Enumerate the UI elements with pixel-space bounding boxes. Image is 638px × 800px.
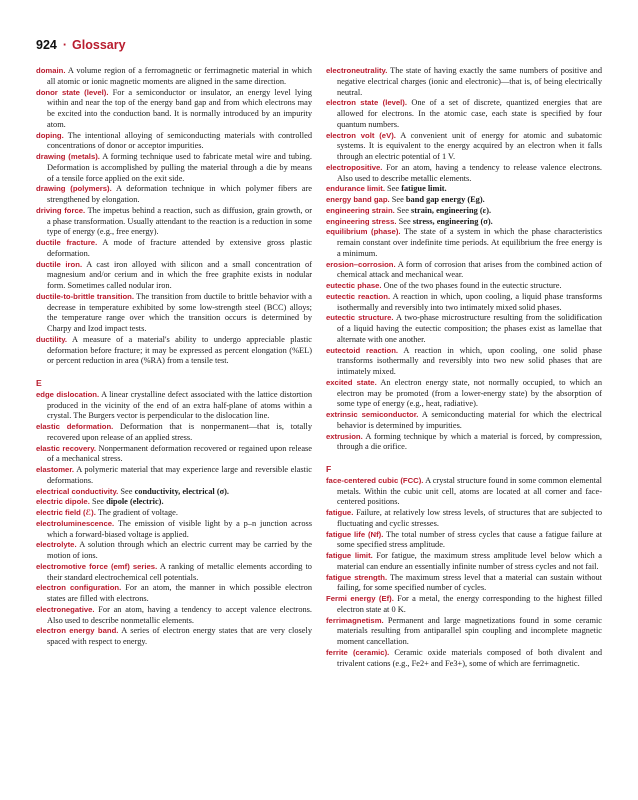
- glossary-entry: [36, 184, 312, 206]
- glossary-entry: [36, 335, 312, 367]
- glossary-definition: A form of corrosion that arises from the combined action of chemical attack and mechanical wear.: [337, 259, 602, 280]
- glossary-entry: [36, 444, 312, 466]
- glossary-definition: For an atom, having a tendency to release valence electrons. Also used to describe metallic elements.: [337, 162, 602, 183]
- glossary-definition: The state of a system in which the phase characteristics remain constant over indefinite time periods. At equilibrium the free energy is a minimum.: [337, 227, 603, 258]
- glossary-term: electron state (level).: [326, 98, 407, 108]
- glossary-term: drawing (metals).: [36, 152, 100, 161]
- glossary-term: excited state.: [326, 377, 377, 387]
- glossary-term: ductile-to-brittle transition.: [36, 291, 134, 301]
- glossary-term: erosion–corrosion.: [326, 259, 396, 269]
- glossary-entry: [326, 508, 602, 530]
- glossary-term: elastic deformation.: [36, 422, 114, 431]
- glossary-entry: [36, 626, 312, 648]
- glossary-entry: [326, 131, 602, 163]
- glossary-entry: [36, 562, 312, 584]
- glossary-entry: [326, 206, 602, 217]
- glossary-entry: [326, 410, 602, 432]
- glossary-entry: [326, 260, 602, 282]
- glossary-definition: A volume region of a ferromagnetic or ferrimagnetic material in which all atomic or ionic magnetic moments are aligned in the same direction.: [47, 66, 312, 86]
- glossary-definition: A two-phase microstructure resulting from the solidification of a liquid having the eutectic composition; the phases exist as lamellae that alternate with one another.: [337, 313, 602, 344]
- glossary-term: ductility.: [36, 334, 68, 344]
- glossary-entry: [36, 583, 312, 605]
- glossary-term: domain.: [36, 66, 66, 75]
- glossary-term: elastomer.: [36, 465, 75, 474]
- glossary-definition: The transition from ductile to brittle behavior with a decrease in temperature exhibited by some low-strength steel (BCC) alloys; the temperature range over which the transition occurs is determined by Charpy and Izod impact tests.: [47, 291, 312, 333]
- glossary-entry: [36, 465, 312, 487]
- section-letter: F: [326, 464, 332, 474]
- glossary-definition: The intentional alloying of semiconducting materials with controlled concentrations of donor or acceptor impurities.: [47, 130, 312, 151]
- glossary-definition: A cast iron alloyed with silicon and a small concentration of magnesium and/or cerium and in which the free graphite exists in nodular form. Sometimes called nodular iron.: [47, 259, 312, 290]
- glossary-term: fatigue life (Nf).: [326, 529, 384, 539]
- glossary-entry: [36, 88, 312, 131]
- glossary-term: drawing (polymers).: [36, 184, 112, 194]
- see-reference: stress, engineering (σ).: [412, 216, 493, 226]
- glossary-definition: See: [396, 205, 409, 215]
- glossary-entry: [36, 152, 312, 184]
- glossary-definition: The impetus behind a reaction, such as diffusion, grain growth, or a phase transformation. Usually attendant to the reaction is a reduction in some type of energy (e.g., free energy).: [47, 205, 312, 237]
- glossary-entry: [36, 66, 312, 88]
- glossary-entry: [326, 66, 602, 98]
- glossary-definition: See: [120, 486, 133, 496]
- glossary-definition: A series of electron energy states that are very closely spaced with respect to energy.: [47, 626, 312, 646]
- glossary-term: eutectic phase.: [326, 281, 382, 290]
- glossary-definition: A convenient unit of energy for atomic and subatomic systems. It is equivalent to the energy acquired by an electron when it falls through an electric potential of 1 V.: [337, 130, 602, 161]
- glossary-entry: [326, 217, 602, 228]
- see-reference: fatigue limit.: [401, 184, 447, 194]
- glossary-term: ductile fracture.: [36, 238, 98, 247]
- section-letter: E: [36, 378, 42, 388]
- glossary-definition: A deformation technique in which polymer fibers are strengthened by elongation.: [47, 184, 312, 204]
- glossary-term: eutectic reaction.: [326, 291, 391, 301]
- glossary-definition: The total number of stress cycles that cause a fatigue failure at some specified stress amplitude.: [337, 529, 602, 550]
- glossary-entry: [36, 497, 312, 508]
- glossary-entry: [326, 98, 602, 130]
- see-reference: conductivity, electrical (σ).: [134, 486, 230, 496]
- glossary-definition: A ranking of metallic elements according to their standard electrochemical cell potentials.: [47, 561, 312, 582]
- glossary-term: electron volt (eV).: [326, 130, 396, 140]
- glossary-definition: See: [391, 195, 404, 204]
- glossary-term: electric field (ℰ).: [36, 508, 96, 517]
- see-reference: strain, engineering (ε).: [411, 205, 492, 215]
- glossary-term: electric dipole.: [36, 497, 90, 507]
- glossary-term: electroneutrality.: [326, 66, 388, 75]
- glossary-term: electropositive.: [326, 162, 383, 172]
- glossary-definition: A measure of a material's ability to undergo appreciable plastic deformation before fracture; it may be expressed as percent elongation (%EL) or percent reduction in area (%RA) from a tensile test.: [47, 334, 312, 366]
- glossary-term: ductile iron.: [36, 259, 83, 269]
- glossary-definition: A reaction in which, upon cooling, a liquid phase transforms isothermally and reversibly into two intimately mixed solid phases.: [337, 291, 602, 312]
- glossary-term: electroluminescence.: [36, 518, 115, 528]
- glossary-entry: [326, 313, 602, 345]
- glossary-term: engineering stress.: [326, 216, 397, 226]
- glossary-definition: For an atom, the manner in which possible electron states are filled with electrons.: [47, 583, 312, 603]
- glossary-term: electrolyte.: [36, 540, 77, 550]
- glossary-entry: [326, 163, 602, 185]
- page-header: [36, 38, 126, 52]
- glossary-entry: [326, 530, 602, 552]
- glossary-definition: For an atom, having a tendency to accept valence electrons. Also used to describe nonmetallic elements.: [47, 604, 312, 625]
- glossary-definition: Ceramic oxide materials composed of both divalent and trivalent cations (e.g., Fe2+ and Fe3+), some of which are ferrimagnetic.: [337, 647, 602, 668]
- glossary-definition: See: [91, 497, 104, 507]
- page-number: 924: [36, 38, 57, 52]
- glossary-term: equilibrium (phase).: [326, 227, 401, 237]
- glossary-definition: For a semiconductor or insulator, an energy level lying within and near the top of the energy band gap and from which electrons may be excited into the conduction band. It is normally introduced by an impurity atom.: [47, 87, 312, 129]
- glossary-term: electron energy band.: [36, 626, 119, 636]
- glossary-definition: One of a set of discrete, quantized energies that are allowed for electrons. In the atomic case, each state is specified by four quantum numbers.: [337, 98, 602, 129]
- section-title: Glossary: [72, 38, 126, 52]
- glossary-entry: [326, 227, 602, 259]
- glossary-definition: For a metal, the energy corresponding to the highest filled electron state at 0 K.: [337, 594, 602, 614]
- glossary-definition: A linear crystalline defect associated with the lattice distortion produced in the vicinity of the end of an extra half-plane of atoms within a crystal. The Burgers vector is perpendicular to the dislocation line.: [47, 389, 313, 421]
- glossary-entry: [36, 131, 312, 153]
- glossary-entry: [326, 184, 602, 195]
- glossary-term: energy band gap.: [326, 195, 390, 204]
- glossary-definition: The gradient of voltage.: [97, 508, 178, 517]
- glossary-definition: Failure, at relatively low stress levels, of structures that are subjected to fluctuating and cyclic stresses.: [337, 508, 602, 528]
- see-reference: band gap energy (Eg).: [405, 195, 485, 204]
- glossary-entry: [326, 292, 602, 314]
- glossary-definition: A forming technique used to fabricate metal wire and tubing. Deformation is accomplished by pulling the material through a die by means of a tensile force applied on the exit side.: [47, 152, 312, 183]
- glossary-term: extrinsic semiconductor.: [326, 410, 419, 419]
- glossary-term: electromotive force (emf) series.: [36, 561, 158, 571]
- glossary-definition: A crystal structure found in some common elemental metals. Within the cubic unit cell, atoms are located at all corner and face-centered positions.: [337, 475, 602, 507]
- glossary-entry: [326, 346, 602, 378]
- glossary-term: driving force.: [36, 205, 86, 215]
- glossary-entry: [326, 648, 602, 670]
- glossary-term: engineering strain.: [326, 205, 395, 215]
- glossary-entry: [36, 519, 312, 541]
- glossary-entry: [326, 594, 602, 616]
- right-column: [326, 66, 602, 669]
- glossary-entry: [326, 616, 602, 648]
- glossary-entry: [36, 422, 312, 444]
- glossary-definition: A solution through which an electric current may be carried by the motion of ions.: [47, 540, 312, 560]
- see-reference: dipole (electric).: [106, 497, 164, 507]
- glossary-definition: A reaction in which, upon cooling, one solid phase transforms isothermally and reversibly into two new solid phases that are intimately mixed.: [337, 345, 602, 376]
- glossary-entry: [36, 508, 312, 519]
- glossary-term: face-centered cubic (FCC).: [326, 475, 424, 485]
- glossary-term: elastic recovery.: [36, 443, 97, 453]
- glossary-term: ferrite (ceramic).: [326, 647, 390, 657]
- glossary-term: eutectoid reaction.: [326, 345, 399, 355]
- glossary-term: ferrimagnetism.: [326, 615, 384, 625]
- glossary-entry: [326, 281, 602, 292]
- glossary-entry: [36, 540, 312, 562]
- glossary-definition: The emission of visible light by a p–n junction across which a forward-biased voltage is applied.: [47, 518, 312, 539]
- glossary-entry: [36, 292, 312, 335]
- glossary-entry: [36, 238, 312, 260]
- glossary-definition: For fatigue, the maximum stress amplitude level below which a material can endure an essentially infinite number of stress cycles and not fail.: [337, 551, 602, 571]
- glossary-entry: [36, 390, 312, 422]
- glossary-term: extrusion.: [326, 431, 363, 441]
- glossary-term: electronegative.: [36, 604, 95, 614]
- glossary-entry: [36, 605, 312, 627]
- glossary-entry: [326, 432, 602, 454]
- glossary-definition: A semiconducting material for which the electrical behavior is determined by impurities.: [337, 410, 602, 430]
- glossary-entry: [36, 206, 312, 238]
- glossary-definition: Nonpermanent deformation recovered or regained upon release of a mechanical stress.: [47, 443, 312, 464]
- glossary-entry: [36, 260, 312, 292]
- glossary-term: electron configuration.: [36, 583, 122, 593]
- glossary-term: fatigue.: [326, 508, 354, 517]
- glossary-term: doping.: [36, 130, 64, 140]
- glossary-entry: [326, 573, 602, 595]
- glossary-term: endurance limit.: [326, 184, 385, 194]
- glossary-definition: The state of having exactly the same numbers of positive and negative electrical charges (ionic and electronic)—that is, of being electrically neutral.: [337, 66, 602, 97]
- glossary-entry: [326, 195, 602, 206]
- glossary-entry: [326, 378, 602, 410]
- glossary-definition: See: [387, 184, 400, 194]
- glossary-term: fatigue limit.: [326, 551, 373, 560]
- glossary-term: fatigue strength.: [326, 572, 388, 582]
- glossary-definition: One of the two phases found in the eutectic structure.: [383, 281, 562, 290]
- glossary-term: eutectic structure.: [326, 313, 394, 323]
- glossary-entry: [326, 476, 602, 508]
- glossary-term: donor state (level).: [36, 87, 109, 97]
- glossary-definition: A mode of fracture attended by extensive gross plastic deformation.: [47, 238, 313, 258]
- glossary-definition: See: [398, 216, 411, 226]
- glossary-definition: Permanent and large magnetizations found in some ceramic materials resulting from antiparallel spin coupling and incomplete magnetic moment cancellation.: [337, 615, 602, 646]
- glossary-definition: Deformation that is nonpermanent—that is, totally recovered upon release of an applied stress.: [47, 422, 312, 442]
- glossary-definition: A polymeric material that may experience large and reversible elastic deformations.: [47, 465, 312, 485]
- left-column: [36, 66, 312, 648]
- glossary-definition: An electron energy state, not normally occupied, to which an electron may be promoted (from a lower-energy state) by the absorption of some type of energy (e.g., heat, radiative).: [337, 377, 602, 409]
- glossary-term: Fermi energy (Ef).: [326, 594, 394, 603]
- header-separator: ·: [62, 38, 68, 52]
- glossary-entry: [36, 487, 312, 498]
- glossary-definition: A forming technique by which a material is forced, by compression, through a die orifice.: [337, 431, 602, 452]
- glossary-term: edge dislocation.: [36, 389, 100, 399]
- glossary-term: electrical conductivity.: [36, 486, 119, 496]
- glossary-entry: [326, 551, 602, 573]
- glossary-definition: The maximum stress level that a material can sustain without failing, for some specified number of cycles.: [337, 572, 603, 593]
